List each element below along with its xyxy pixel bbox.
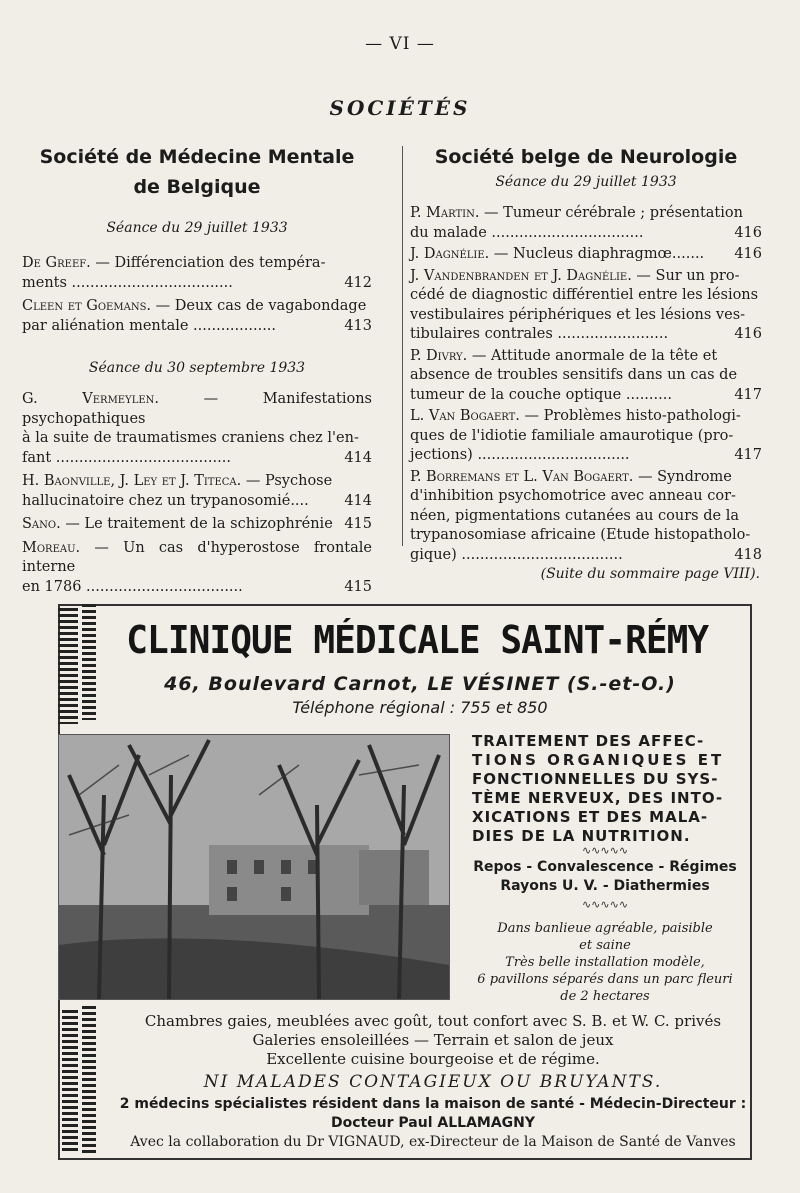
location-line: de 2 hectares: [560, 989, 650, 1004]
entry-page: 415: [344, 516, 372, 532]
entry-page: 416: [734, 326, 762, 342]
entry-author: P. Martin.: [410, 205, 480, 221]
left-seance-1: Séance du 29 juillet 1933: [106, 220, 288, 236]
clinic-title: CLINIQUE MÉDICALE SAINT-RÉMY: [126, 618, 709, 662]
entry-author: Cleen et Goemans.: [22, 298, 152, 314]
entry-author: Sano.: [22, 516, 61, 532]
entry-author: J. Vandenbranden et J. Dagnélie.: [410, 267, 632, 284]
right-entry-5: [410, 407, 762, 466]
entry-text: trypanosomiase africaine (Etude histopatholo-: [410, 527, 751, 543]
entry-author: De Greef.: [22, 255, 91, 271]
treatment-line: TÈME NERVEUX, DES INTO-: [472, 789, 724, 807]
right-entry-3: [410, 267, 762, 345]
suite-note: (Suite du sommaire page VIII).: [540, 566, 760, 582]
entry-page: 414: [344, 492, 372, 509]
treatment-line: TIONS ORGANIQUES ET: [472, 751, 725, 769]
entry-text: ments ...................................: [22, 274, 233, 291]
entry-text: en 1786 ..................................: [22, 578, 243, 595]
entry-text: — Problèmes histo-pathologi-: [519, 408, 741, 424]
amenities-block: [118, 1012, 748, 1152]
entry-text: du malade .................................: [410, 224, 644, 241]
entry-author: G. Vermeylen.: [22, 391, 160, 407]
entry-text: tumeur de la couche optique ..........: [410, 386, 672, 403]
left-entry-4: [22, 472, 372, 511]
treatment-line: XICATIONS ET DES MALA-: [472, 808, 709, 826]
clinic-phone: Téléphone régional : 755 et 850: [292, 698, 548, 717]
left-entry-1: [22, 254, 372, 293]
entry-page: 413: [344, 317, 372, 334]
collaboration-line: Avec la collaboration du Dr VIGNAUD, ex-Directeur de la Maison de Santé de Vanves: [130, 1134, 736, 1150]
entry-text: — Deux cas de vagabondage: [151, 298, 367, 314]
left-column: [22, 142, 372, 597]
entry-page: 414: [344, 449, 372, 466]
right-entry-2: [410, 245, 762, 265]
entry-text: — Nucleus diaphragmœ.......: [489, 246, 705, 262]
right-entry-6: [410, 468, 762, 566]
decorative-bars-top: [58, 608, 78, 724]
location-line: Dans banlieue agréable, paisible: [497, 921, 713, 936]
entry-text: cédé de diagnostic différentiel entre les lésions: [410, 287, 759, 303]
entry-author: H. Baonville, J. Ley et J. Titeca.: [22, 473, 242, 489]
right-society-title: Société belge de Neurologie: [434, 146, 738, 168]
left-entry-3: [22, 390, 372, 468]
entry-text: tibulaires contrales ........................: [410, 326, 669, 342]
entry-text: — Sur un pro-: [631, 267, 740, 284]
entry-text: néen, pigmentations cutanées au cours de la: [410, 507, 739, 524]
entry-text: hallucinatoire chez un trypanosomié....: [22, 492, 309, 509]
page-number: — VI —: [365, 34, 435, 54]
decorative-bars-top-2: [82, 604, 96, 720]
services-line: Repos - Convalescence - Régimes: [473, 859, 737, 875]
entry-text: — Différenciation des tempéra-: [90, 255, 326, 271]
decorative-bars-bottom: [62, 1010, 78, 1152]
photo-illustration: [59, 735, 449, 999]
entry-text: gique) ...................................: [410, 546, 623, 563]
entry-author: P. Borremans et L. Van Bogaert.: [410, 468, 634, 485]
services-line: Rayons U. V. - Diathermies: [500, 878, 710, 894]
entry-text: ques de l'idiotie familiale amaurotique (pro-: [410, 427, 734, 444]
entry-page: 416: [734, 224, 762, 241]
entry-text: à la suite de traumatismes craniens chez l'en-: [22, 430, 359, 446]
entry-text: — Le traitement de la schizophrénie: [60, 516, 333, 532]
entry-text: — Tumeur cérébrale ; présentation: [479, 205, 743, 221]
entry-page: 416: [734, 246, 762, 262]
right-entry-4: [410, 347, 762, 406]
entry-text: — Attitude anormale de la tête et: [467, 347, 718, 364]
entry-page: 418: [734, 546, 762, 563]
director-name: Docteur Paul ALLAMAGNY: [330, 1115, 536, 1131]
amenities-line: Chambres gaies, meublées avec goût, tout confort avec S. B. et W. C. privés: [144, 1012, 722, 1030]
right-column: [410, 142, 762, 565]
no-contagious-notice: NI MALADES CONTAGIEUX OU BRUYANTS.: [203, 1072, 663, 1092]
entry-text: — Syndrome: [633, 468, 732, 485]
entry-page: 417: [734, 447, 762, 463]
left-seance-2: Séance du 30 septembre 1933: [88, 360, 306, 376]
entry-author: P. Divry.: [410, 347, 468, 364]
entry-page: 415: [344, 578, 372, 595]
treatment-line: FONCTIONNELLES DU SYS-: [472, 770, 719, 788]
treatment-text: [472, 732, 734, 846]
amenities-line: Excellente cuisine bourgeoise et de régime.: [266, 1050, 600, 1068]
clinic-address: 46, Boulevard Carnot, LE VÉSINET (S.-et-O.): [164, 673, 676, 695]
location-line: 6 pavillons séparés dans un parc fleuri: [477, 972, 733, 987]
left-entry-2: [22, 297, 372, 336]
right-entry-1: [410, 204, 762, 243]
entry-text: — Un cas d'hyperostose frontale interne: [22, 539, 372, 575]
entry-text: — Psychose: [241, 473, 333, 489]
decorative-bars-bottom-2: [82, 1006, 96, 1156]
entry-author: Moreau.: [22, 539, 81, 556]
entry-text: par aliénation mentale ..................: [22, 317, 277, 334]
services-block: [472, 858, 738, 896]
entry-page: 417: [734, 386, 762, 403]
entry-text: absence de troubles sensitifs dans un cas de: [410, 367, 738, 383]
section-title: SOCIÉTÉS: [329, 96, 471, 120]
entry-text: vestibulaires périphériques et les lésions ves-: [410, 306, 746, 323]
left-society-title-line2: de Belgique: [133, 176, 261, 198]
column-divider: [402, 146, 403, 546]
right-seance: Séance du 29 juillet 1933: [495, 174, 677, 190]
entry-author: J. Dagnélie.: [410, 246, 490, 262]
entry-page: 412: [344, 274, 372, 291]
location-line: et saine: [579, 938, 631, 953]
clinic-photo: [58, 734, 450, 1000]
left-society-title-line1: Société de Médecine Mentale: [39, 146, 355, 168]
entry-text: fant ......................................: [22, 449, 231, 466]
doctors-line: 2 médecins spécialistes résident dans la maison de santé - Médecin-Directeur :: [119, 1096, 747, 1112]
entry-author: L. Van Bogaert.: [410, 408, 520, 424]
wavy-ornament-2: ∿∿∿∿∿: [581, 898, 629, 911]
entry-text: d'inhibition psychomotrice avec anneau cor-: [410, 488, 736, 504]
left-entry-5: [22, 515, 372, 535]
entry-text: — Manifestations psychopathiques: [22, 391, 372, 427]
location-line: Très belle installation modèle,: [505, 955, 705, 970]
wavy-ornament-1: ∿∿∿∿∿: [581, 844, 629, 857]
treatment-line: TRAITEMENT DES AFFEC-: [472, 732, 705, 750]
amenities-line: Galeries ensoleillées — Terrain et salon de jeux: [252, 1031, 614, 1049]
location-block: [472, 920, 738, 1005]
treatment-line: DIES DE LA NUTRITION.: [472, 827, 691, 845]
entry-text: jections) .................................: [410, 447, 630, 463]
